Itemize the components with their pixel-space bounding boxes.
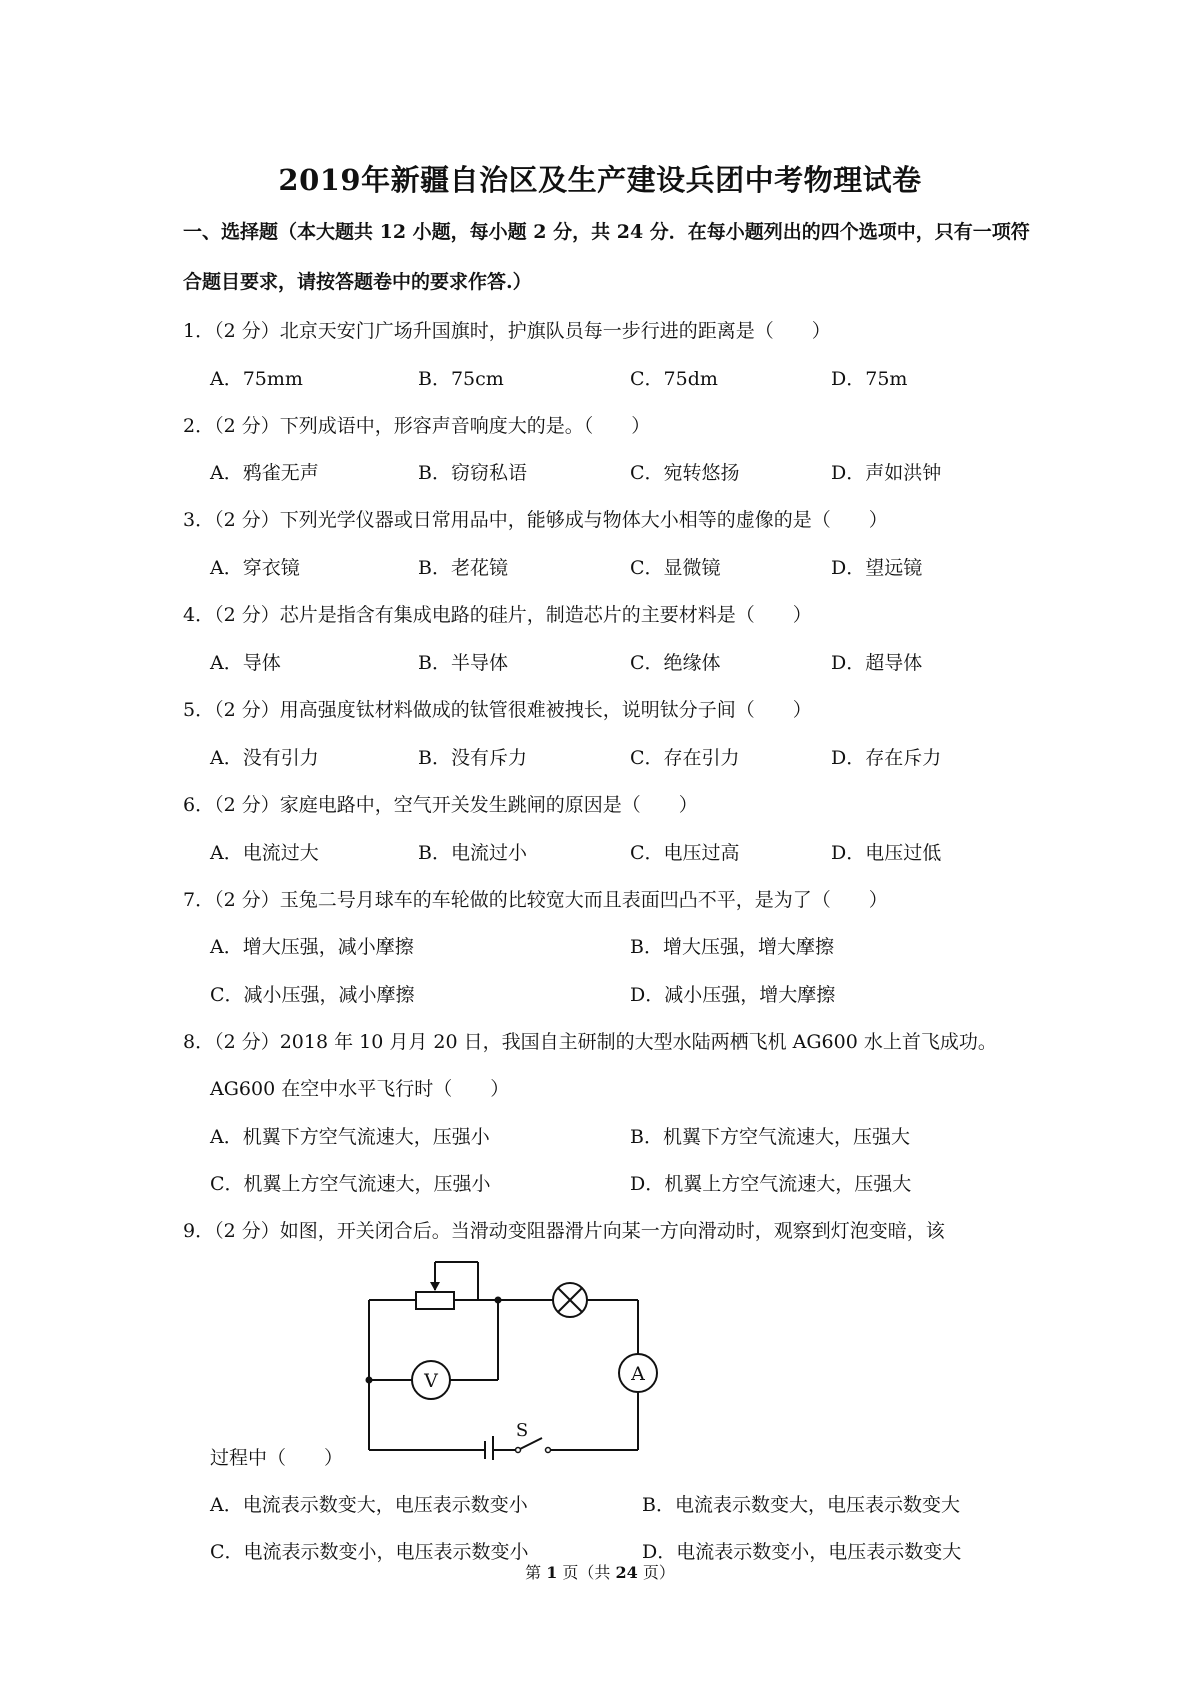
q1-option-c: C．75dm [630, 368, 718, 390]
q8-option-c: C．机翼上方空气流速大，压强小 [210, 1173, 491, 1195]
question-8-stem-continued: AG600 在空中水平飞行时（ ） [210, 1078, 510, 1100]
question-4-stem: 4．（2 分）芯片是指含有集成电路的硅片，制造芯片的主要材料是（ ） [183, 604, 812, 626]
q1-option-b: B．75cm [418, 368, 504, 390]
ammeter-label: A [631, 1363, 645, 1385]
q9-option-d: D．电流表示数变小，电压表示数变大 [642, 1541, 962, 1563]
q4-option-c: C．绝缘体 [630, 652, 721, 674]
q8-option-d: D．机翼上方空气流速大，压强大 [630, 1173, 912, 1195]
q6-option-d: D．电压过低 [831, 842, 942, 864]
footer-suffix: 页） [637, 1563, 675, 1582]
q3-option-b: B．老花镜 [418, 557, 508, 579]
q7-option-c: C．减小压强，减小摩擦 [210, 984, 415, 1006]
question-9-stem-continued: 过程中（ ） [210, 1447, 344, 1469]
q4-option-b: B．半导体 [418, 652, 508, 674]
question-9-stem: 9．（2 分）如图，开关闭合后。当滑动变阻器滑片向某一方向滑动时，观察到灯泡变暗，该 [183, 1220, 945, 1242]
question-3-stem: 3．（2 分）下列光学仪器或日常用品中，能够成与物体大小相等的虚像的是（ ） [183, 509, 888, 531]
q6-option-c: C．电压过高 [630, 842, 740, 864]
footer-total-pages: 24 [615, 1563, 638, 1582]
question-6-stem: 6．（2 分）家庭电路中，空气开关发生跳闸的原因是（ ） [183, 794, 698, 816]
switch-label: S [515, 1420, 529, 1441]
q6-option-a: A．电流过大 [210, 842, 319, 864]
q8-option-a: A．机翼下方空气流速大，压强小 [210, 1126, 490, 1148]
q6-option-b: B．电流过小 [418, 842, 527, 864]
q2-option-a: A．鸦雀无声 [210, 462, 319, 484]
circuit-diagram [360, 1245, 670, 1460]
q3-option-c: C．显微镜 [630, 557, 721, 579]
q3-option-a: A．穿衣镜 [210, 557, 300, 579]
q5-option-c: C．存在引力 [630, 747, 740, 769]
q8-option-b: B．机翼下方空气流速大，压强大 [630, 1126, 910, 1148]
q9-option-a: A．电流表示数变大，电压表示数变小 [210, 1494, 528, 1516]
q9-option-c: C．电流表示数变小，电压表示数变小 [210, 1541, 529, 1563]
rheostat-resistor [416, 1292, 454, 1309]
question-1-stem: 1．（2 分）北京天安门广场升国旗时，护旗队员每一步行进的距离是（ ） [183, 320, 831, 342]
q2-option-b: B．窃窃私语 [418, 462, 527, 484]
q7-option-a: A．增大压强，减小摩擦 [210, 936, 414, 958]
q2-option-d: D．声如洪钟 [831, 462, 942, 484]
q7-option-b: B．增大压强，增大摩擦 [630, 936, 834, 958]
section-heading: 一、选择题（本大题共 12 小题，每小题 2 分，共 24 分．在每小题列出的四个选项中，只有一项符合题目要求，请按答题卷中的要求作答.） [183, 221, 1030, 293]
question-7-stem: 7．（2 分）玉兔二号月球车的车轮做的比较宽大而且表面凹凸不平，是为了（ ） [183, 889, 888, 911]
footer-page-number: 1 [546, 1563, 558, 1582]
q5-option-b: B．没有斥力 [418, 747, 527, 769]
question-5-stem: 5．（2 分）用高强度钛材料做成的钛管很难被拽长，说明钛分子间（ ） [183, 699, 812, 721]
q5-option-d: D．存在斥力 [831, 747, 942, 769]
q1-option-d: D．75m [831, 368, 908, 390]
q3-option-d: D．望远镜 [831, 557, 923, 579]
question-2-stem: 2．（2 分）下列成语中，形容声音响度大的是。（ ） [183, 415, 651, 437]
q7-option-d: D．减小压强，增大摩擦 [630, 984, 836, 1006]
q4-option-a: A．导体 [210, 652, 281, 674]
q2-option-c: C．宛转悠扬 [630, 462, 740, 484]
voltmeter-label: V [424, 1370, 438, 1392]
page-footer [0, 1560, 1200, 1583]
q9-option-b: B．电流表示数变大，电压表示数变大 [642, 1494, 960, 1516]
q1-option-a: A．75mm [210, 368, 303, 390]
question-8-stem: 8．（2 分）2018 年 10 月月 20 日，我国自主研制的大型水陆两栖飞机 AG600 水上首飞成功。 [183, 1031, 997, 1053]
q5-option-a: A．没有引力 [210, 747, 319, 769]
q4-option-d: D．超导体 [831, 652, 923, 674]
page-title: 2019年新疆自治区及生产建设兵团中考物理试卷 [278, 163, 922, 197]
footer-middle: 页（共 [557, 1563, 616, 1582]
footer-prefix: 第 [525, 1563, 547, 1582]
